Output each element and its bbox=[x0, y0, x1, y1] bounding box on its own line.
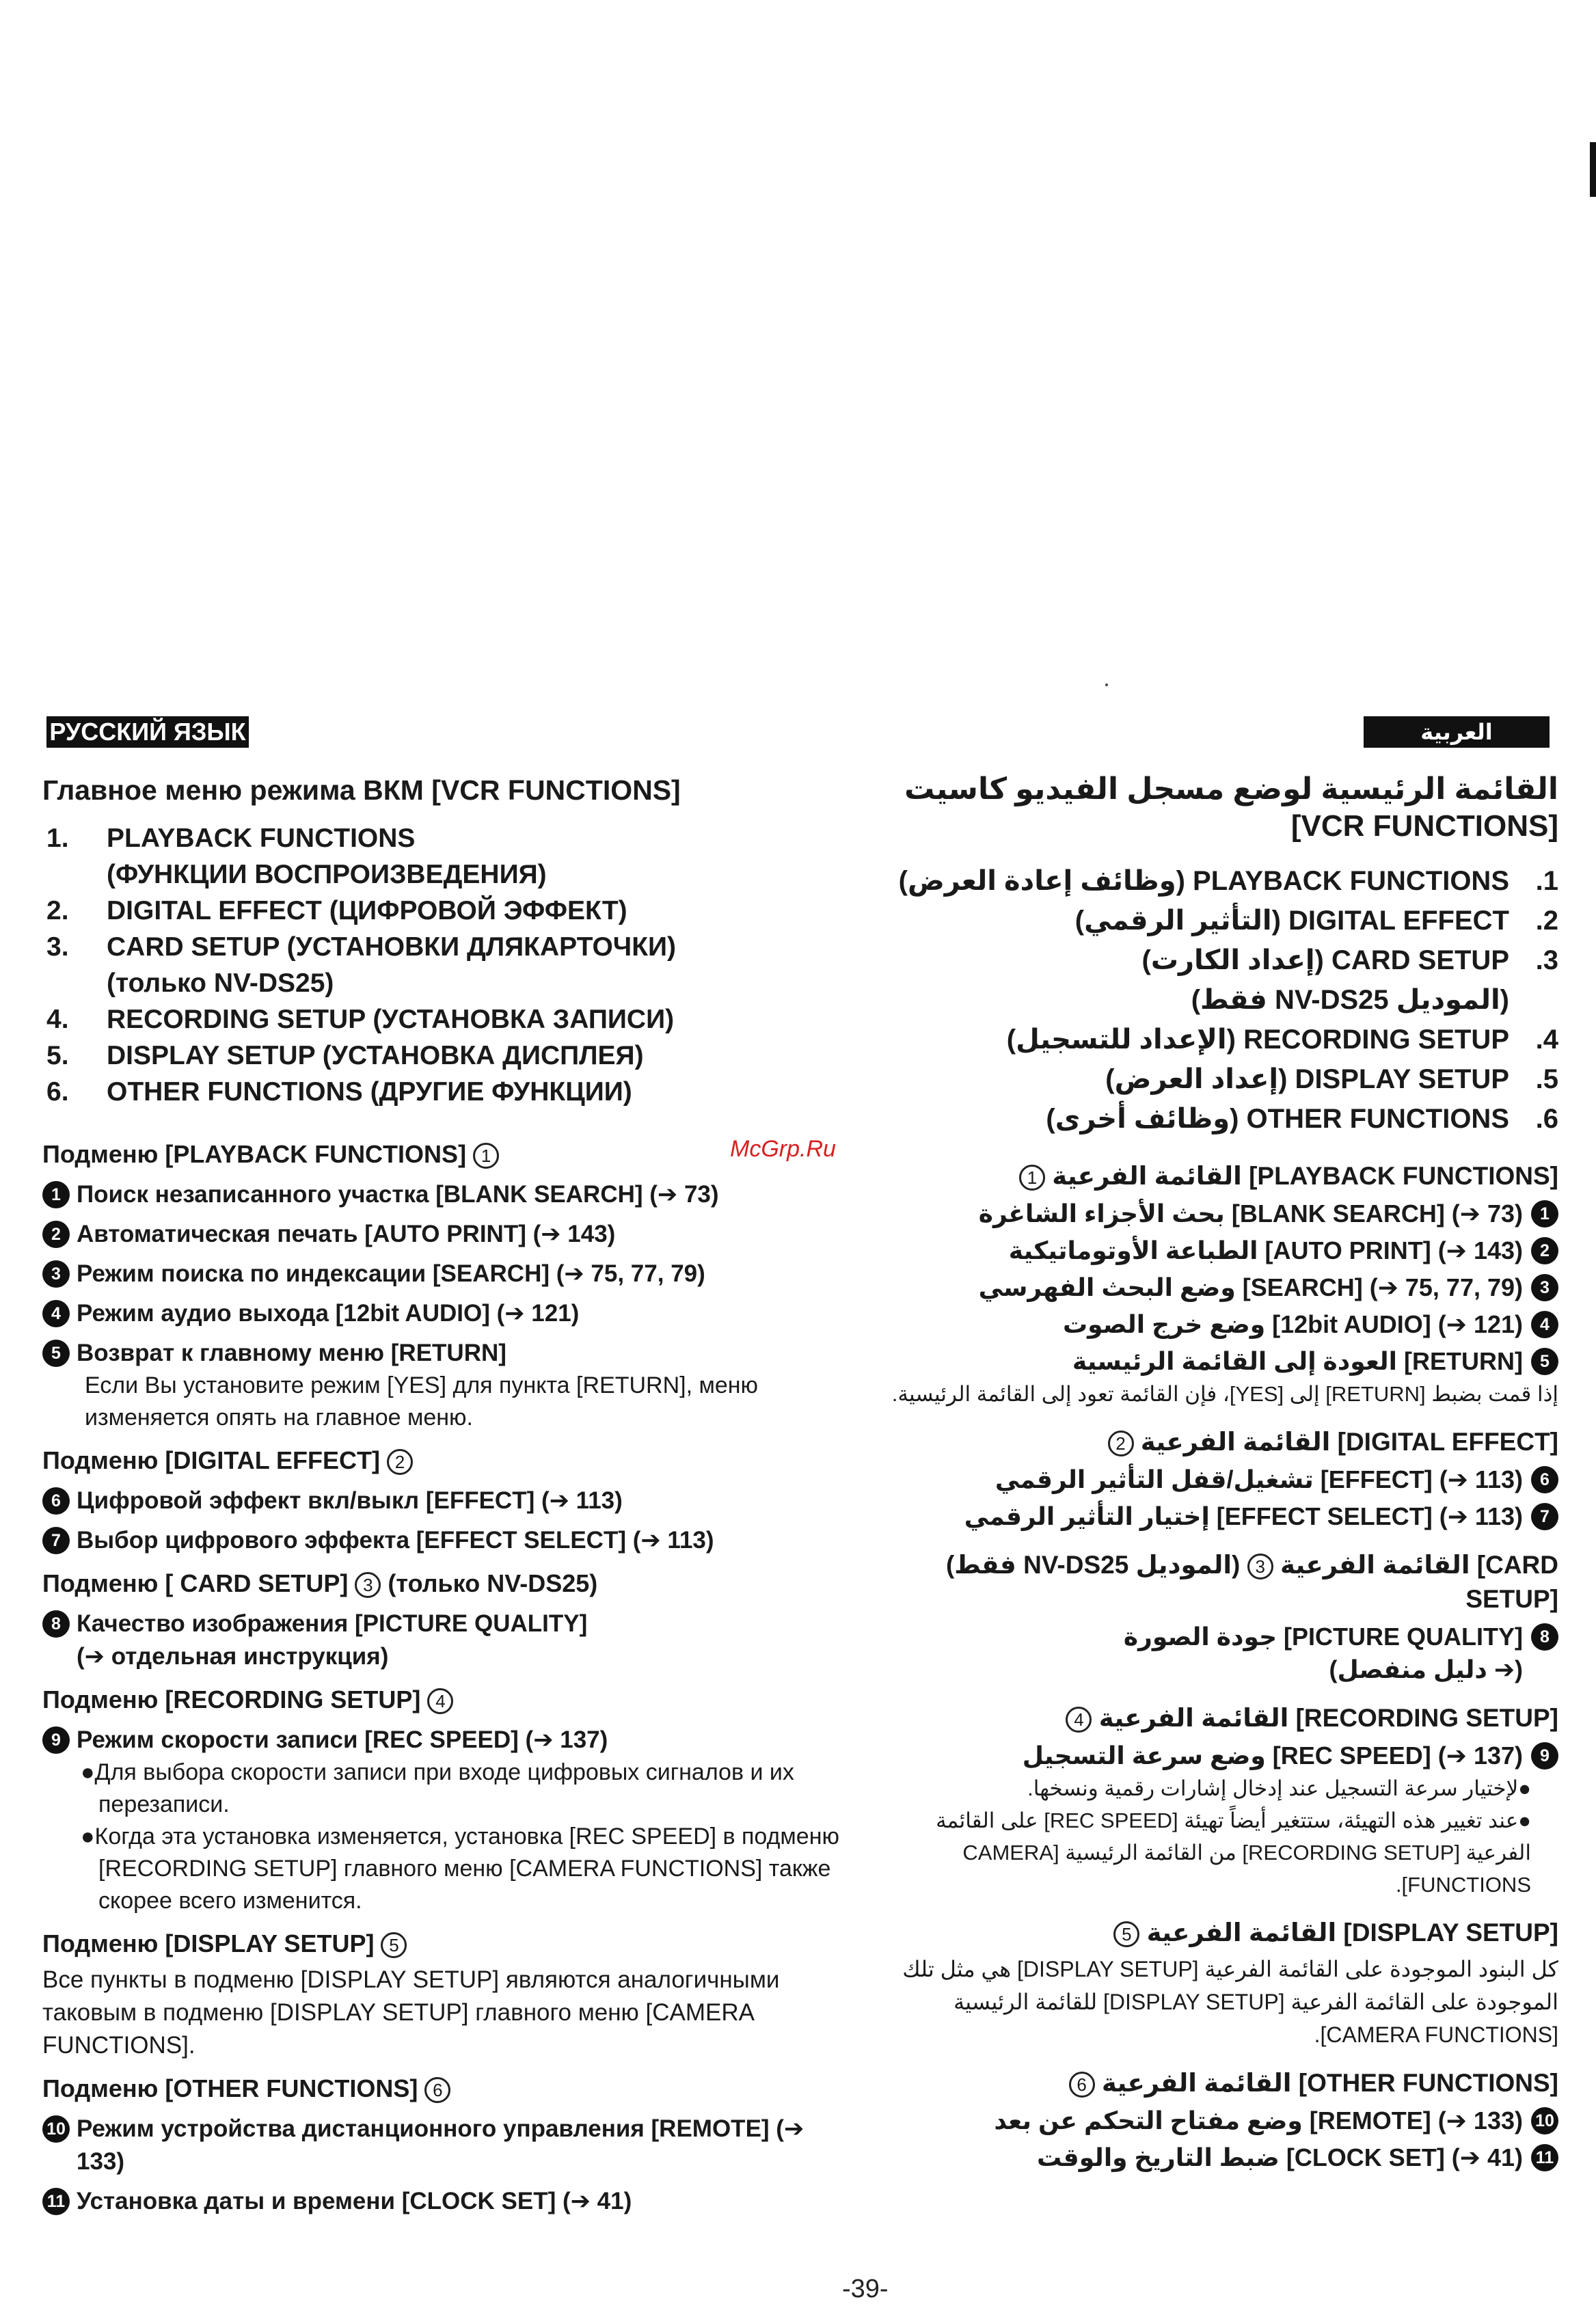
ru-bullet: ●Для выбора скорости записи при входе цифровых сигналов и их перезаписи. bbox=[81, 1759, 794, 1817]
item-text: Режим поиска по индексации [SEARCH] (➔ 75, 77, 79) bbox=[77, 1260, 705, 1287]
circled-number-icon: 5 bbox=[381, 1932, 407, 1958]
ru-submenu-item bbox=[42, 1258, 842, 1290]
submenu-label: القائمة الفرعية [PLAYBACK FUNCTIONS] bbox=[1052, 1162, 1558, 1190]
ru-submenu-heading bbox=[42, 1683, 842, 1717]
ar-submenu-item bbox=[882, 1739, 1558, 1772]
circled-number-icon: 3 bbox=[1247, 1554, 1273, 1580]
ar-submenu-item bbox=[882, 2141, 1558, 2174]
filled-number-icon: 3 bbox=[42, 1260, 70, 1288]
item-text: Автоматическая печать [AUTO PRINT] (➔ 143) bbox=[77, 1221, 616, 1247]
list-text: DIGITAL EFFECT (ЦИФРОВОЙ ЭФФЕКТ) bbox=[107, 896, 627, 925]
ru-main-item bbox=[42, 893, 842, 929]
ru-submenu-heading bbox=[42, 1444, 842, 1478]
ru-bullet: ●Когда эта установка изменяется, установка [REC SPEED] в подменю [RECORDING SETUP] главного меню [CAMERA FUNCTIONS] также скорее всего изменится. bbox=[81, 1824, 839, 1914]
item-text: Качество изображения [PICTURE QUALITY] bbox=[77, 1610, 588, 1637]
filled-number-icon: 9 bbox=[42, 1726, 70, 1754]
item-text: ضبط التاريخ والوقت [CLOCK SET] (➔ 41) bbox=[1037, 2143, 1523, 2171]
submenu-label: القائمة الفرعية [RECORDING SETUP] bbox=[1098, 1704, 1558, 1732]
ru-submenu-item bbox=[42, 1178, 842, 1211]
list-number: 1. bbox=[46, 824, 69, 853]
ar-submenu-item bbox=[882, 1234, 1558, 1267]
submenu-label: Подменю [DIGITAL EFFECT] bbox=[42, 1446, 381, 1474]
list-number: .3 bbox=[1535, 945, 1558, 975]
ru-main-item bbox=[42, 820, 842, 893]
ru-submenu-heading bbox=[42, 2072, 842, 2106]
filled-number-icon: 10 bbox=[42, 2115, 70, 2143]
submenu-label: القائمة الفرعية [DISPLAY SETUP] bbox=[1146, 1919, 1558, 1947]
list-number: .2 bbox=[1535, 906, 1558, 936]
ar-paragraph: كل البنود الموجودة على القائمة الفرعية [DISPLAY SETUP] هي مثل تلك الموجودة على القائمة الفرعية [DISPLAY SETUP] للقائمة الرئيسية [CAMERA FUNCTIONS]. bbox=[902, 1957, 1558, 2047]
ar-submenu-item bbox=[882, 1308, 1558, 1341]
circled-number-icon: 2 bbox=[1108, 1431, 1134, 1456]
filled-number-icon: 1 bbox=[42, 1181, 70, 1208]
filled-number-icon: 4 bbox=[1531, 1311, 1558, 1338]
ar-submenu-item bbox=[882, 1197, 1558, 1230]
ru-submenu-heading bbox=[42, 1567, 842, 1601]
ar-main-menu-list bbox=[882, 861, 1558, 1139]
ru-submenu-heading bbox=[42, 1927, 842, 1961]
ru-submenu-heading bbox=[42, 1137, 842, 1171]
item-text: الطباعة الأوتوماتيكية [AUTO PRINT] (➔ 143) bbox=[1008, 1236, 1523, 1264]
ar-submenu-heading bbox=[882, 1916, 1558, 1950]
item-text: Режим скорости записи [REC SPEED] (➔ 137) bbox=[77, 1726, 608, 1753]
filled-number-icon: 5 bbox=[1531, 1348, 1558, 1375]
list-text: (إعداد الكارت) CARD SETUP bbox=[1141, 945, 1509, 975]
ru-submenu-item bbox=[42, 1337, 842, 1370]
filled-number-icon: 8 bbox=[42, 1610, 70, 1638]
ar-submenu-heading bbox=[882, 1701, 1558, 1735]
submenu-suffix: (الموديل NV-DS25 فقط) bbox=[945, 1551, 1241, 1579]
ar-main-item bbox=[882, 901, 1558, 940]
submenu-label: Подменю [DISPLAY SETUP] bbox=[42, 1929, 375, 1957]
submenu-label: Подменю [ CARD SETUP] bbox=[42, 1569, 349, 1597]
list-number: 4. bbox=[46, 1005, 69, 1034]
ar-submenu-heading bbox=[882, 1548, 1558, 1616]
filled-number-icon: 3 bbox=[1531, 1274, 1558, 1301]
submenu-label: القائمة الفرعية [DIGITAL EFFECT] bbox=[1140, 1428, 1558, 1456]
filled-number-icon: 9 bbox=[1531, 1742, 1558, 1770]
ru-paragraph: Все пункты в подменю [DISPLAY SETUP] являются аналогичными таковым в подменю [DISPLAY SETUP] главного меню [CAMERA FUNCTIONS]. bbox=[42, 1966, 780, 2059]
submenu-label: Подменю [OTHER FUNCTIONS] bbox=[42, 2074, 418, 2102]
ar-main-item bbox=[882, 1020, 1558, 1059]
item-text: بحث الأجزاء الشاغرة [BLANK SEARCH] (➔ 73) bbox=[978, 1200, 1523, 1228]
ar-submenu-item bbox=[882, 1463, 1558, 1496]
list-text-cont: (الموديل NV-DS25 فقط) bbox=[1191, 985, 1509, 1015]
submenu-label: القائمة الفرعية [OTHER FUNCTIONS] bbox=[1101, 2069, 1558, 2097]
filled-number-icon: 11 bbox=[1531, 2144, 1558, 2171]
page-number: -39- bbox=[842, 2275, 889, 2303]
item-text: Поиск незаписанного участка [BLANK SEARCH] (➔ 73) bbox=[77, 1181, 719, 1208]
circled-number-icon: 3 bbox=[355, 1572, 381, 1598]
list-text: (إعداد العرض) DISPLAY SETUP bbox=[1105, 1064, 1509, 1094]
ar-submenu-heading bbox=[882, 2066, 1558, 2100]
ru-submenu-item bbox=[42, 1218, 842, 1251]
edge-registration-mark bbox=[1590, 142, 1596, 197]
item-text: إختيار التأثير الرقمي [EFFECT SELECT] (➔ 113) bbox=[964, 1502, 1523, 1530]
russian-language-badge: РУССКИЙ ЯЗЫК bbox=[46, 716, 249, 748]
ar-submenu-item bbox=[882, 1621, 1558, 1686]
list-text: PLAYBACK FUNCTIONS bbox=[107, 824, 416, 853]
ar-submenu-item bbox=[882, 1271, 1558, 1304]
ru-submenu-item bbox=[42, 1524, 842, 1557]
russian-column bbox=[42, 771, 842, 2218]
list-text-cont: (только NV-DS25) bbox=[107, 968, 334, 998]
ru-submenu-item bbox=[42, 2113, 842, 2178]
item-text: العودة إلى القائمة الرئيسية [RETURN] bbox=[1072, 1347, 1523, 1375]
item-text: Выбор цифрового эффекта [EFFECT SELECT] (➔ 113) bbox=[77, 1527, 714, 1554]
list-number: 2. bbox=[46, 896, 69, 925]
ar-submenu-item bbox=[882, 1345, 1558, 1378]
item-text: جودة الصورة [PICTURE QUALITY] bbox=[1123, 1623, 1523, 1651]
ru-main-item bbox=[42, 1038, 842, 1074]
item-text: Цифровой эффект вкл/выкл [EFFECT] (➔ 113) bbox=[77, 1487, 623, 1514]
ar-submenu-heading bbox=[882, 1159, 1558, 1193]
circled-number-icon: 4 bbox=[427, 1688, 453, 1714]
item-text: وضع البحث الفهرسي [SEARCH] (➔ 75, 77, 79) bbox=[978, 1273, 1523, 1301]
list-number: .5 bbox=[1535, 1064, 1558, 1094]
ru-item-note: Если Вы установите режим [YES] для пункта [RETURN], меню изменяется опять на главное меню. bbox=[85, 1372, 759, 1431]
arabic-column bbox=[882, 771, 1558, 2174]
filled-number-icon: 6 bbox=[1531, 1466, 1558, 1493]
ar-page-title bbox=[882, 771, 1558, 845]
submenu-label: Подменю [RECORDING SETUP] bbox=[42, 1685, 421, 1713]
list-number: .1 bbox=[1535, 866, 1558, 896]
filled-number-icon: 7 bbox=[1531, 1503, 1558, 1530]
ar-main-item bbox=[882, 1099, 1558, 1139]
list-text: (وظائف إعادة العرض) PLAYBACK FUNCTIONS bbox=[898, 866, 1509, 896]
circled-number-icon: 6 bbox=[1069, 2072, 1095, 2098]
list-text-cont: (ФУНКЦИИ ВОСПРОИЗВЕДЕНИЯ) bbox=[107, 860, 547, 889]
ar-main-item bbox=[882, 1059, 1558, 1099]
filled-number-icon: 2 bbox=[42, 1221, 70, 1248]
watermark-text: McGrp.Ru bbox=[730, 1136, 836, 1162]
filled-number-icon: 10 bbox=[1531, 2107, 1558, 2134]
ru-submenu-item bbox=[42, 2185, 842, 2218]
ru-submenu-item bbox=[42, 1485, 842, 1517]
ar-title-line-1: القائمة الرئيسية لوضع مسجل الفيديو كاسيت bbox=[904, 772, 1558, 806]
circled-number-icon: 5 bbox=[1113, 1921, 1139, 1947]
list-number: 6. bbox=[46, 1077, 69, 1107]
ar-title-line-2: [VCR FUNCTIONS] bbox=[1290, 809, 1558, 843]
submenu-label: القائمة الفرعية [CARD SETUP] bbox=[1280, 1551, 1558, 1613]
item-text: Возврат к главному меню [RETURN] bbox=[77, 1340, 506, 1366]
list-text: (وظائف أخرى) OTHER FUNCTIONS bbox=[1046, 1104, 1509, 1134]
item-text: Режим аудио выхода [12bit AUDIO] (➔ 121) bbox=[77, 1300, 580, 1327]
item-text: Установка даты и времени [CLOCK SET] (➔ 41) bbox=[77, 2188, 632, 2214]
ru-page-title: Главное меню режима ВКМ [VCR FUNCTIONS] bbox=[42, 774, 681, 806]
submenu-label: Подменю [PLAYBACK FUNCTIONS] bbox=[42, 1140, 467, 1168]
filled-number-icon: 4 bbox=[42, 1300, 70, 1327]
item-text: Режим устройства дистанционного управления [REMOTE] (➔ 133) bbox=[77, 2115, 804, 2175]
scan-dot bbox=[1105, 683, 1108, 686]
ar-submenu-heading bbox=[882, 1425, 1558, 1459]
item-note: (➔ отдельная инструкция) bbox=[77, 1643, 389, 1670]
circled-number-icon: 1 bbox=[473, 1143, 499, 1169]
list-number: .4 bbox=[1535, 1025, 1558, 1055]
item-text: تشغيل/قفل التأثير الرقمي [EFFECT] (➔ 113) bbox=[995, 1465, 1523, 1493]
ar-submenu-item bbox=[882, 1500, 1558, 1533]
ar-bullet: ●لإختيار سرعة التسجيل عند إدخال إشارات رقمية ونسخها. bbox=[1027, 1776, 1531, 1800]
submenu-suffix: (только NV-DS25) bbox=[388, 1569, 598, 1597]
circled-number-icon: 6 bbox=[424, 2077, 450, 2103]
arabic-language-badge: العربية bbox=[1364, 716, 1550, 748]
filled-number-icon: 6 bbox=[42, 1487, 70, 1515]
list-text: RECORDING SETUP (УСТАНОВКА ЗАПИСИ) bbox=[107, 1005, 675, 1034]
ru-submenu-item bbox=[42, 1608, 842, 1673]
item-note: (➔ دليل منفصل) bbox=[1329, 1655, 1523, 1683]
ru-main-item bbox=[42, 1074, 842, 1110]
filled-number-icon: 2 bbox=[1531, 1237, 1558, 1264]
circled-number-icon: 4 bbox=[1066, 1707, 1092, 1733]
filled-number-icon: 11 bbox=[42, 2188, 70, 2215]
filled-number-icon: 8 bbox=[1531, 1623, 1558, 1651]
list-text: (الإعداد للتسجيل) RECORDING SETUP bbox=[1006, 1025, 1509, 1055]
list-text: OTHER FUNCTIONS (ДРУГИЕ ФУНКЦИИ) bbox=[107, 1077, 632, 1107]
filled-number-icon: 1 bbox=[1531, 1200, 1558, 1228]
ar-main-item bbox=[882, 940, 1558, 1020]
ru-submenu-item bbox=[42, 1297, 842, 1330]
item-text: وضع مفتاح التحكم عن بعد [REMOTE] (➔ 133) bbox=[994, 2106, 1523, 2134]
ru-main-menu-list bbox=[42, 820, 842, 1110]
item-text: وضع سرعة التسجيل [REC SPEED] (➔ 137) bbox=[1022, 1741, 1523, 1770]
list-number: 3. bbox=[46, 932, 69, 962]
ru-main-item bbox=[42, 929, 842, 1001]
list-number: 5. bbox=[46, 1041, 69, 1070]
filled-number-icon: 7 bbox=[42, 1527, 70, 1554]
item-text: وضع خرج الصوت [12bit AUDIO] (➔ 121) bbox=[1062, 1310, 1523, 1338]
list-text: CARD SETUP (УСТАНОВКИ ДЛЯКАРТОЧКИ) bbox=[107, 932, 677, 962]
ru-main-item bbox=[42, 1001, 842, 1038]
ar-submenu-item bbox=[882, 2104, 1558, 2137]
ar-main-item bbox=[882, 861, 1558, 901]
list-text: DISPLAY SETUP (УСТАНОВКА ДИСПЛЕЯ) bbox=[107, 1041, 644, 1070]
list-text: (التأثير الرقمي) DIGITAL EFFECT bbox=[1074, 906, 1509, 936]
ru-submenu-item bbox=[42, 1724, 842, 1757]
filled-number-icon: 5 bbox=[42, 1340, 70, 1367]
circled-number-icon: 2 bbox=[387, 1449, 413, 1475]
ar-item-note: إذا قمت بضبط [RETURN] إلى [YES]، فإن القائمة تعود إلى القائمة الرئيسية. bbox=[891, 1382, 1558, 1406]
list-number: .6 bbox=[1535, 1104, 1558, 1134]
circled-number-icon: 1 bbox=[1019, 1165, 1045, 1191]
ar-bullet: ●عند تغيير هذه التهيئة، ستتغير أيضاً تهيئة [REC SPEED] على القائمة الفرعية [RECORDING SETUP] من القائمة الرئيسية [CAMERA FUNCTIONS]. bbox=[936, 1808, 1531, 1897]
